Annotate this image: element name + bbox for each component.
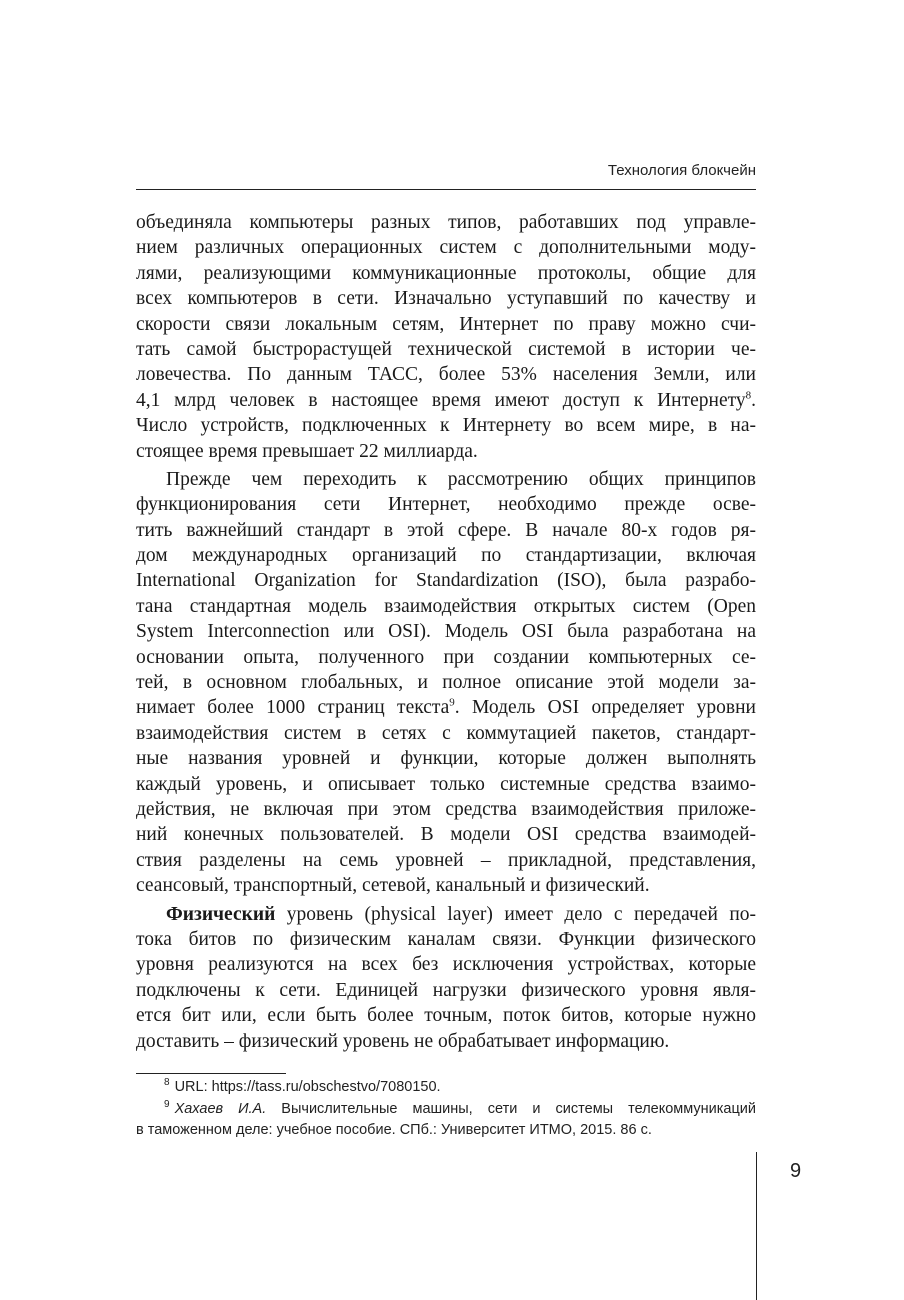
footnote-number: 8 <box>164 1077 170 1089</box>
text-line: System Interconnection или OSI). Модель OSI была разработана на <box>136 621 756 643</box>
body-text <box>136 210 756 1054</box>
text-line: ствия разделены на семь уровней – прикладной, представления, <box>136 849 756 871</box>
text-line: доставить – физический уровень не обрабатывает информацию. <box>136 1030 670 1052</box>
text-segment: . Модель OSI определяет уровни <box>454 697 756 719</box>
text-line: основании опыта, полученного при создании компьютерных се- <box>136 646 756 668</box>
header-rule <box>136 189 756 190</box>
footnote-9 <box>136 1099 756 1121</box>
bold-term: Физический <box>166 903 276 925</box>
footnote-rule <box>136 1073 286 1074</box>
text-line: скорости связи локальным сетям, Интернет по праву можно счи- <box>136 313 756 335</box>
text-line: тока битов по физическим каналам связи. Функции физического <box>136 928 756 950</box>
footnote-ref-9[interactable]: 9 <box>449 696 455 709</box>
paragraph-1 <box>136 210 756 464</box>
text-line: нием различных операционных систем с дополнительными моду- <box>136 237 756 259</box>
text-line: International Organization for Standardization (ISO), была разрабо- <box>136 570 756 592</box>
footnote-text: Вычислительные машины, сети и системы телекоммуникаций <box>266 1100 756 1117</box>
text-line: 4,1 млрд человек в настоящее время имеют доступ к Интернету$^8$. <box>136 389 756 411</box>
text-line: тить важнейший стандарт в этой сфере. В начале 80-х годов ря- <box>136 519 756 541</box>
text-line: действия, не включая при этом средства взаимодействия приложе- <box>136 798 756 820</box>
text-line: ловечества. По данным ТАСС, более 53% населения Земли, или <box>136 364 756 386</box>
text-line: всех компьютеров в сети. Изначально уступавший по качеству и <box>136 288 756 310</box>
text-segment: 4,1 млрд человек в настоящее время имеют доступ к Интернету <box>136 389 746 411</box>
text-line: ные названия уровней и функции, которые должен выполнять <box>136 748 756 770</box>
paragraph-3 <box>136 902 756 1054</box>
page-number-rule <box>756 1152 757 1300</box>
footnote-text: URL: https://tass.ru/obschestvo/7080150. <box>174 1079 441 1095</box>
text-line: стоящее время превышает 22 миллиарда. <box>136 440 478 462</box>
text-line: тей, в основном глобальных, и полное описание этой модели за- <box>136 672 756 694</box>
text-line: уровня реализуются на всех без исключения устройствах, которые <box>136 954 756 976</box>
text-line <box>136 902 756 927</box>
footnote-ref-8[interactable]: 8 <box>745 389 752 402</box>
footnote-text: в таможенном деле: учебное пособие. СПб.: Университет ИТМО, 2015. 86 с. <box>136 1122 652 1138</box>
text-line: дом международных организаций по стандартизации, включая <box>136 545 756 567</box>
footnote-number: 9 <box>164 1098 170 1110</box>
paragraph-2 <box>136 467 756 899</box>
footnotes <box>136 1077 756 1142</box>
text-line: объединяла компьютеры разных типов, работавших под управле- <box>136 212 756 233</box>
page-number: 9 <box>790 1160 802 1182</box>
text-line: Прежде чем переходить к рассмотрению общих принципов <box>166 468 756 490</box>
text-segment: нимает более 1000 страниц текста <box>136 697 450 719</box>
text-line: лями, реализующими коммуникационные протоколы, общие для <box>136 262 756 284</box>
text-line <box>136 695 756 720</box>
text-line: каждый уровень, и описывает только системные средства взаимо- <box>136 773 756 795</box>
text-line: тать самой быстрорастущей технической системой в истории че- <box>136 338 756 360</box>
text-line: тана стандартная модель взаимодействия открытых систем (Open <box>136 595 756 617</box>
text-line: ется бит или, если быть более точным, поток битов, которые нужно <box>136 1005 756 1027</box>
running-head: Технология блокчейн <box>607 162 756 179</box>
text-line: сеансовый, транспортный, сетевой, канальный и физический. <box>136 875 650 897</box>
text-line: ний конечных пользователей. В модели OSI средства взаимодей- <box>136 824 756 846</box>
text-line: подключены к сети. Единицей нагрузки физического уровня явля- <box>136 979 756 1001</box>
footnote-author: Хахаев И.А. <box>174 1100 267 1117</box>
text-line: взаимодействия систем в сетях с коммутацией пакетов, стандарт- <box>136 722 756 744</box>
text-line: функционирования сети Интернет, необходимо прежде осве- <box>136 494 756 516</box>
text-line: Число устройств, подключенных к Интернету во всем мире, в на- <box>136 415 756 437</box>
text-segment: уровень (physical layer) имеет дело с передачей по- <box>275 903 756 925</box>
footnote-8 <box>136 1077 756 1099</box>
